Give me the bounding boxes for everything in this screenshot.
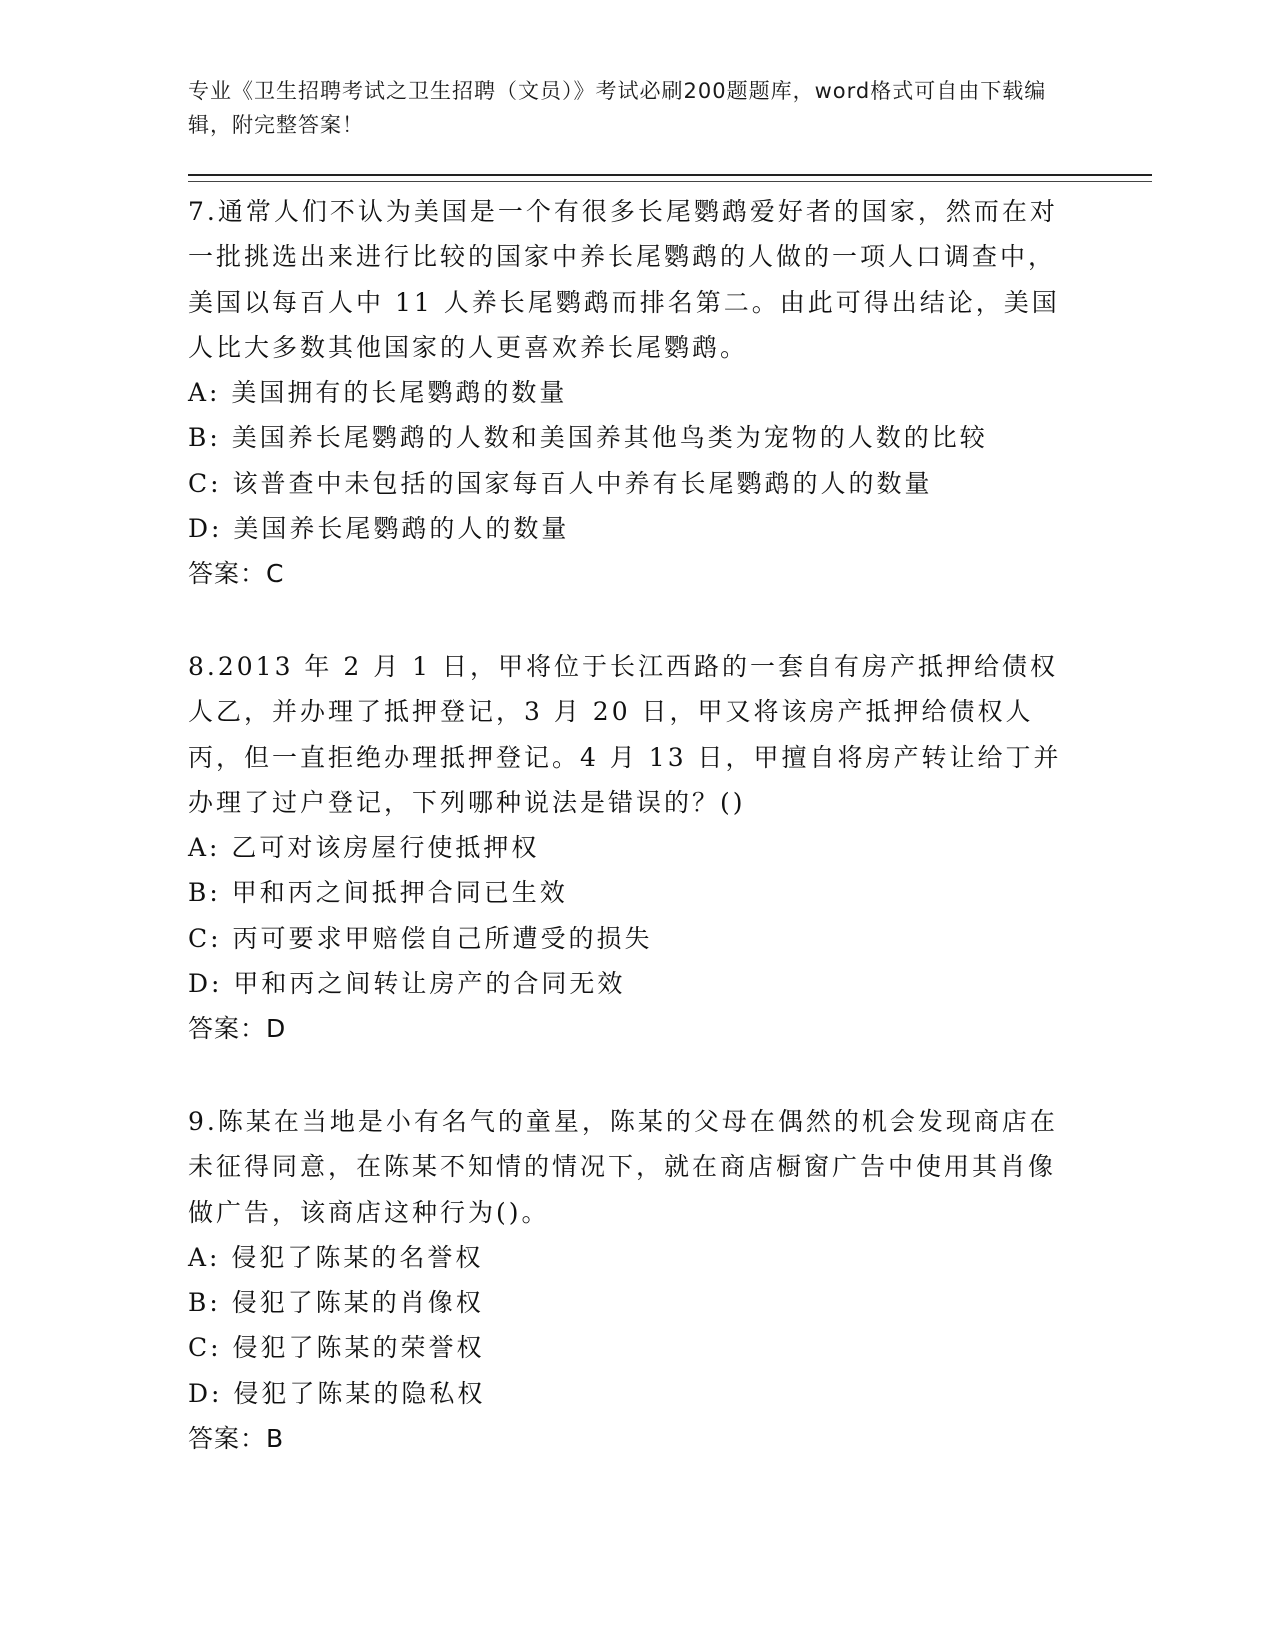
option-c: C: 丙可要求甲赔偿自己所遭受的损失 [188,923,653,953]
question-stem: 8.2013 年 2 月 1 日，甲将位于长江西路的一套自有房产抵押给债权人乙，并办理了抵押登记，3 月 20 日，甲又将该房产抵押给债权人丙，但一直拒绝办理抵押登记。4 月 13 日，甲擅自将房产转让给丁并办理了过户登记，下列哪种说法是错误的？() [188,652,1062,817]
option-c: C: 侵犯了陈某的荣誉权 [188,1333,485,1363]
option-a: A: 侵犯了陈某的名誉权 [188,1242,484,1272]
option-b: B: 侵犯了陈某的肖像权 [188,1288,484,1318]
question-stem: 7.通常人们不认为美国是一个有很多长尾鹦鹉爱好者的国家，然而在对一批挑选出来进行比较的国家中养长尾鹦鹉的人做的一项人口调查中，美国以每百人中 11 人养长尾鹦鹉而排名第二。由此可得出结论，美国人比大多数其他国家的人更喜欢养长尾鹦鹉。 [188,197,1060,362]
option-a: A: 美国拥有的长尾鹦鹉的数量 [188,378,568,408]
option-b: B: 甲和丙之间抵押合同已生效 [188,878,568,908]
question-stem: 9.陈某在当地是小有名气的童星，陈某的父母在偶然的机会发现商店在未征得同意，在陈某不知情的情况下，就在商店橱窗广告中使用其肖像做广告，该商店这种行为()。 [188,1107,1058,1227]
option-a: A: 乙可对该房屋行使抵押权 [188,833,540,863]
document-header: 专业《卫生招聘考试之卫生招聘（文员）》考试必刷200题题库，word格式可自由下载编辑，附完整答案！ [188,79,1047,137]
question-9 [188,1099,1068,1461]
option-d: D: 甲和丙之间转让房产的合同无效 [188,969,626,999]
header-divider-thin [188,181,1152,182]
option-c: C: 该普查中未包括的国家每百人中养有长尾鹦鹉的人的数量 [188,468,933,498]
header-divider-thick [188,174,1152,176]
option-d: D: 美国养长尾鹦鹉的人的数量 [188,514,570,544]
answer-line: 答案：B [188,1424,285,1454]
question-7 [188,189,1068,597]
answer-line: 答案：C [188,559,285,589]
option-b: B: 美国养长尾鹦鹉的人数和美国养其他鸟类为宠物的人数的比较 [188,423,988,453]
question-8 [188,644,1068,1052]
answer-line: 答案：D [188,1014,287,1044]
option-d: D: 侵犯了陈某的隐私权 [188,1378,486,1408]
